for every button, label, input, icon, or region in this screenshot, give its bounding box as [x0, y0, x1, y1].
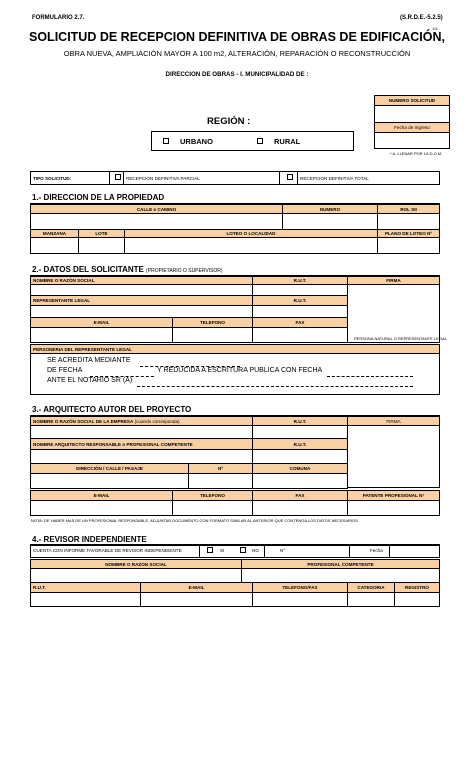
rol-field[interactable] [377, 213, 440, 230]
page-number: 1/4 [432, 26, 438, 31]
rut-header: R.U.T. [252, 276, 348, 285]
firma-field[interactable] [347, 284, 440, 343]
fecha-ingreso-field[interactable] [374, 132, 450, 149]
s3-numero-header: Nº [188, 463, 253, 474]
numero-solicitud-label: NUMERO SOLICITUD [374, 95, 450, 106]
rol-header: ROL SII [377, 204, 440, 214]
empresa-field[interactable] [30, 425, 253, 439]
fecha-ingreso-label: Fecha de Ingreso [374, 122, 450, 133]
plano-field[interactable] [377, 237, 440, 254]
urbano-checkbox[interactable] [163, 138, 169, 144]
manzana-header: MANZANA [30, 229, 79, 238]
rut2-header: R.U.T. [252, 295, 348, 306]
no-label: NO [252, 548, 259, 553]
section-2-title-text: 2.- DATOS DEL SOLICITANTE [32, 265, 144, 274]
s3-email-field[interactable] [30, 500, 173, 516]
total-label: RECEPCION DEFINITIVA TOTAL [297, 171, 440, 185]
cuenta-label: CUENTA CON INFORME FAVORABLE DE REVISOR INDEPENDIENTE [30, 545, 200, 558]
parcial-label: RECEPCION DEFINITIVA PARCIAL [123, 171, 280, 185]
section-2-subtitle: (PROPIETARIO O SUPERVISOR) [146, 268, 223, 274]
calle-header: CALLE o CAMINO [30, 204, 283, 214]
s3-fax-header: FAX [252, 490, 348, 501]
arquitecto-field[interactable] [30, 449, 253, 464]
arquitecto-header: NOMBRE ARQUITECTO RESPONSABLE o PROFESIONAL COMPETENTE [30, 438, 253, 450]
numero-header: NUMERO [282, 204, 378, 214]
s3-firma-header: FIRMA [347, 416, 440, 426]
fax-field[interactable] [252, 327, 348, 343]
s3-telefono-header: TELEFONO [172, 490, 253, 501]
fecha-informe-field[interactable] [389, 545, 440, 558]
telefono-header: TELEFONO [172, 317, 253, 328]
firma-header: FIRMA [347, 276, 440, 285]
section-4-title: 4.- REVISOR INDEPENDIENTE [32, 535, 147, 544]
fecha-informe-label: Fecha [370, 548, 383, 553]
s3-firma-field[interactable] [347, 425, 440, 488]
empresa-note: (cuando corresponda) [134, 418, 180, 424]
s3-rut2-header: R.U.T. [252, 438, 348, 450]
s4-email-field[interactable] [140, 592, 253, 607]
persona-note: PERSONA NATURAL O REPRESENTANTE LEGAL [354, 336, 447, 341]
section-3-title: 3.- ARQUITECTO AUTOR DEL PROYECTO [32, 405, 192, 414]
section-1-title: 1.- DIRECCION DE LA PROPIEDAD [32, 193, 165, 202]
s4-telefono-header: TELEFONO/FAX [252, 582, 348, 593]
form-code: FORMULARIO 2.7. [32, 15, 85, 21]
calle-field[interactable] [30, 213, 283, 230]
office-note: * A. LLENAR POR LA D.O.M. [390, 151, 443, 156]
email-field[interactable] [30, 327, 173, 343]
s4-categoria-field[interactable] [347, 592, 395, 607]
rep-legal-header: REPRESENTANTE LEGAL [30, 295, 253, 306]
s4-telefono-field[interactable] [252, 592, 348, 607]
si-label: SI [220, 548, 225, 553]
municipality-heading: DIRECCION DE OBRAS - I. MUNICIPALIDAD DE : [165, 71, 309, 78]
de-fecha-text: DE FECHA [47, 367, 83, 374]
notario-text: ANTE EL NOTARIO SR (A) [47, 377, 133, 384]
manzana-field[interactable] [30, 237, 79, 254]
no-checkbox[interactable] [240, 547, 246, 553]
fax-header: FAX [252, 317, 348, 328]
s3-numero-field[interactable] [188, 473, 253, 489]
urbano-label: URBANO [180, 137, 213, 146]
parcial-checkbox[interactable] [115, 174, 121, 180]
loteo-field[interactable] [124, 237, 378, 254]
page-title: SOLICITUD DE RECEPCION DEFINITIVA DE OBRAS DE EDIFICACIÓN, [29, 30, 445, 44]
loteo-header: LOTEO O LOCALIDAD [124, 229, 378, 238]
numero-informe-label: N° [280, 548, 286, 553]
notario-line[interactable] [137, 386, 413, 387]
si-checkbox[interactable] [207, 547, 213, 553]
ref-code: (S.R.D.E.-5.2.5) [400, 15, 443, 21]
lote-header: LOTE [78, 229, 125, 238]
s4-profesional-header: PROFESIONAL COMPETENTE [241, 559, 440, 569]
email-header: E-MAIL [30, 317, 173, 328]
s4-email-header: E-MAIL [140, 582, 253, 593]
s3-comuna-header: COMUNA [252, 463, 348, 474]
s3-rut-header: R.U.T. [252, 416, 348, 426]
escritura-text: Y REDUCIDA A ESCRITURA PUBLICA CON FECHA [157, 367, 323, 374]
telefono-field[interactable] [172, 327, 253, 343]
s3-nota: NOTA: DE HABER MAS DE UN PROFESIONAL RESPONSABLE, ADJUNTAR DOCUMENTO CON FORMATO SIMILAR AL ANTERIOR QUE CONTENGA LOS DATOS NECESARIOS. [31, 518, 359, 523]
personeria-header: PERSONERIA DEL REPRESENTANTE LEGAL [30, 344, 440, 354]
s3-telefono-field[interactable] [172, 500, 253, 516]
rural-checkbox[interactable] [257, 138, 263, 144]
total-checkbox[interactable] [287, 174, 293, 180]
s4-profesional-field[interactable] [241, 568, 440, 583]
s3-direccion-header: DIRECCIÓN / CALLE / PASAJE [30, 463, 189, 474]
s3-patente-header: PATENTE PROFESIONAL N° [347, 490, 440, 501]
s4-nombre-field[interactable] [30, 568, 242, 583]
s4-categoria-header: CATEGORIA [347, 582, 395, 593]
s4-rut-header: R.U.T. [30, 582, 141, 593]
numero-informe-field[interactable] [264, 545, 350, 558]
escritura-line[interactable] [327, 376, 413, 377]
nombre-header: NOMBRE O RAZÓN SOCIAL [30, 276, 253, 285]
numero-field[interactable] [282, 213, 378, 230]
s3-rut-field[interactable] [252, 425, 348, 439]
acredita-text: SE ACREDITA MEDIANTE [47, 357, 131, 364]
s3-direccion-field[interactable] [30, 473, 189, 489]
s4-registro-header: REGISTRO [394, 582, 440, 593]
region-label: REGIÓN : [207, 116, 251, 127]
lote-field[interactable] [78, 237, 125, 254]
section-2-title [32, 265, 223, 274]
plano-header: PLANO DE LOTEO Nº [377, 229, 440, 238]
tipo-solicitud-label: TIPO SOLICITUD: [30, 171, 110, 185]
empresa-label: NOMBRE O RAZÓN SOCIAL DE LA EMPRESA [33, 418, 134, 424]
s3-rut2-field[interactable] [252, 449, 348, 464]
s3-email-header: E-MAIL [30, 490, 173, 501]
page-subtitle: OBRA NUEVA, AMPLIACIÓN MAYOR A 100 m2, ALTERACIÓN, REPARACIÓN O RECONSTRUCCIÓN [63, 49, 411, 58]
numero-solicitud-field[interactable] [374, 105, 450, 123]
s4-nombre-header: NOMBRE O RAZON SOCIAL [30, 559, 242, 569]
s3-patente-field[interactable] [347, 500, 440, 516]
s4-registro-field[interactable] [394, 592, 440, 607]
s4-rut-field[interactable] [30, 592, 141, 607]
rural-label: RURAL [274, 137, 301, 146]
s3-comuna-field[interactable] [252, 473, 348, 489]
s3-fax-field[interactable] [252, 500, 348, 516]
